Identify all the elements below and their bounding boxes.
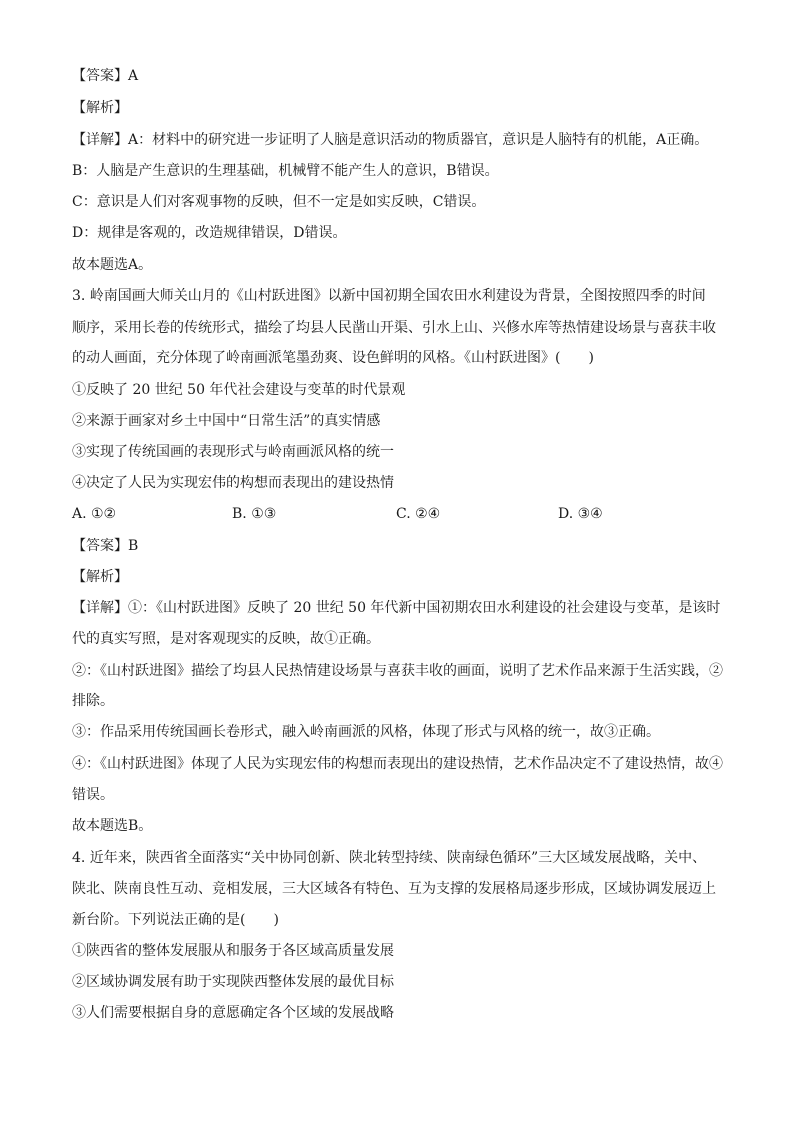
analysis-label: 【解析】 — [72, 100, 128, 116]
detail-line: ④：《山村跃进图》体现了人民为实现宏伟的构想而表现出的建设热情，艺术作品决定不了建设热情，故④ — [72, 756, 723, 772]
detail-line: D：规律是客观的，改造规律错误，D错误。 — [72, 225, 347, 241]
detail-line: 代的真实写照，是对客观现实的反映，故①正确。 — [72, 631, 380, 647]
detail-line: B：人脑是产生意识的生理基础，机械臂不能产生人的意识，B错误。 — [72, 163, 499, 179]
detail-line: 排除。 — [72, 693, 114, 709]
analysis-label: 【解析】 — [72, 569, 128, 585]
detail-line: C：意识是人们对客观事物的反映，但不一定是如实反映，C错误。 — [72, 194, 486, 210]
question-4-text: 新台阶。下列说法正确的是( ) — [72, 912, 279, 928]
statement-item: ③人们需要根据自身的意愿确定各个区域的发展战略 — [72, 1005, 394, 1021]
detail-line: 错误。 — [72, 787, 114, 803]
detail-line: 【详解】A：材料中的研究进一步证明了人脑是意识活动的物质器官，意识是人脑特有的机能，A正确。 — [72, 132, 709, 148]
statement-item: ②来源于画家对乡土中国中“日常生活”的真实情感 — [72, 413, 381, 429]
option-a: A. ①② — [72, 506, 117, 522]
answer-label: 【答案】A — [72, 68, 139, 84]
question-4-text: 陕北、陕南良性互动、竞相发展，三大区域各有特色、互为支撑的发展格局逐步形成，区域协调发展迈上 — [72, 881, 716, 897]
option-d: D. ③④ — [558, 506, 603, 522]
detail-line: ③：作品采用传统国画长卷形式，融入岭南画派的风格，体现了形式与风格的统一，故③正确。 — [72, 724, 660, 740]
detail-line: ②：《山村跃进图》描绘了均县人民热情建设场景与喜获丰收的画面，说明了艺术作品来源于生活实践，② — [72, 663, 723, 679]
question-4-text: 4. 近年来，陕西省全面落实“关中协同创新、陕北转型持续、陕南绿色循环”三大区域发展战略，关中、 — [72, 850, 707, 866]
conclusion-line: 故本题选B。 — [72, 818, 153, 834]
option-c: C. ②④ — [396, 506, 441, 522]
statement-item: ④决定了人民为实现宏伟的构想而表现出的建设热情 — [72, 475, 394, 491]
answer-label: 【答案】B — [72, 538, 139, 554]
detail-line: 【详解】①：《山村跃进图》反映了 20 世纪 50 年代新中国初期农田水利建设的社会建设与变革，是该时 — [72, 600, 721, 616]
statement-item: ①陕西省的整体发展服从和服务于各区域高质量发展 — [72, 943, 394, 959]
statement-item: ①反映了 20 世纪 50 年代社会建设与变革的时代景观 — [72, 382, 406, 398]
statement-item: ②区域协调发展有助于实现陕西整体发展的最优目标 — [72, 974, 394, 990]
option-b: B. ①③ — [232, 506, 277, 522]
statement-item: ③实现了传统国画的表现形式与岭南画派风格的统一 — [72, 444, 394, 460]
question-3-text: 顺序，采用长卷的传统形式，描绘了均县人民凿山开渠、引水上山、兴修水库等热情建设场景与喜获丰收 — [72, 320, 716, 336]
question-3-text: 的动人画面，充分体现了岭南画派笔墨劲爽、设色鲜明的风格。《山村跃进图》( ) — [72, 350, 594, 366]
question-3-text: 3. 岭南国画大师关山月的《山村跃进图》以新中国初期全国农田水利建设为背景，全图按照四季的时间 — [72, 288, 706, 304]
conclusion-line: 故本题选A。 — [72, 257, 153, 273]
